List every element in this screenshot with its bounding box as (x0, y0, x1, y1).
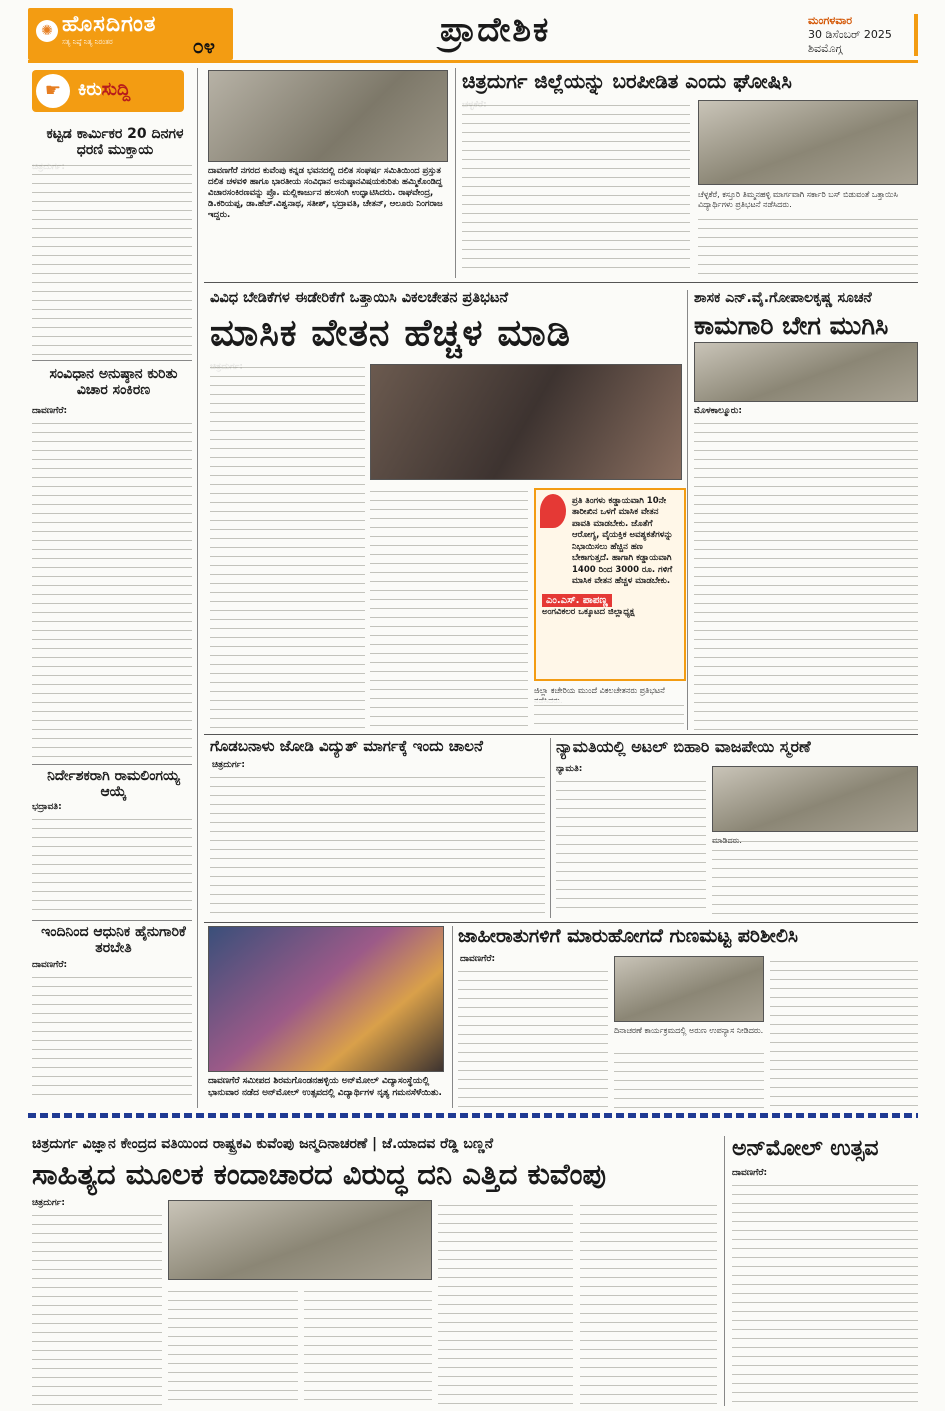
protest-photo (370, 364, 682, 480)
divider (32, 764, 192, 765)
quote-mark-icon (540, 494, 566, 528)
chitradurga-headline: ಚಿತ್ರದುರ್ಗ ಜಿಲ್ಲೆಯನ್ನು ಬರಪೀಡಿತ ಎಂದು ಘೋಷಿಸಿ (462, 69, 792, 93)
kiru-suddi-banner (32, 70, 184, 112)
brand-name: ಹೊಸದಿಗಂತ (62, 12, 157, 37)
column-rule (455, 68, 456, 278)
nyamati-photo (712, 766, 918, 832)
nyamati-body-2 (712, 836, 918, 916)
column-rule (550, 738, 551, 918)
column-rule (724, 1136, 725, 1406)
left-byline-2: ದಾವಣಗೆರೆ: (32, 406, 68, 416)
kuvempu-body-5 (580, 1200, 717, 1406)
main-body-col1 (210, 362, 365, 732)
seminar-caption: ದಾವಣಗೆರೆ ನಗರದ ಕುವೆಂಪು ಕನ್ನಡ ಭವನದಲ್ಲಿ ದಲಿತ ಸಂಘರ್ಷ ಸಮಿತಿಯಿಂದ ಪ್ರಸ್ತುತ ದಲಿತ ಚಳವಳಿ ಹಾಗೂ ಭಾರತೀಯ ಸಂವಿಧಾನ ಅನುಷ್ಠಾನವಿಷಯಕುರಿತು ಹಮ್ಮಿಕೊಂಡಿದ್ದ ವಿಚಾರಸಂಕಿರಣವನ್ನು ಪ್ರೊ. ಮಲ್ಲಿಕಾರ್ಜುನ ಹಲಸಂಗಿ ಉದ್ಘಾಟಿಸಿದರು. ರಾಘವೇಂದ್ರ, ಡಿ.ಕರಿಯಪ್ಪ, ಡಾ.ಹೆಚ್.ವಿಶ್ವನಾಥ, ಸತೀಶ್, ಭದ್ರಾವತಿ, ಚೇತನ್, ಆಲೂರು ನಿಂಗರಾಜ ಇದ್ದರು. (208, 166, 443, 221)
mla-headline: ಕಾಮಗಾರಿ ಬೇಗ ಮುಗಿಸಿ (694, 311, 889, 340)
main-body-col3 (534, 700, 684, 732)
kiru-label-b: ಸುದ್ದಿ (101, 79, 131, 100)
ads-body-2 (614, 1048, 764, 1108)
left-headline-4: ಇಂದಿನಿಂದ ಆಧುನಿಕ ಹೈನುಗಾರಿಕೆ ತರಬೇತಿ (41, 924, 186, 957)
students-photo (698, 100, 918, 185)
kuvempu-headline: ಸಾಹಿತ್ಯದ ಮೂಲಕ ಕಂದಾಚಾರದ ವಿರುದ್ಧ ದನಿ ಎತ್ತಿದ ಕುವೆಂಪು (32, 1157, 607, 1191)
quote-role: ಅಂಗವಿಕಲರ ಒಕ್ಕೂಟದ ಜಿಲ್ಲಾಧ್ಯಕ್ಷ (542, 606, 635, 617)
main-body-col2 (370, 486, 528, 731)
students-caption: ಚೆಳ್ಳಕೆರೆ, ಕಸ್ತೂರಿ ತಿಮ್ಮನಹಳ್ಳಿ ಮಾರ್ಗವಾಗಿ ಸರ್ಕಾರಿ ಬಸ್ ಬಿಡುವಂತೆ ಒತ್ತಾಯಿಸಿ ವಿದ್ಯಾರ್ಥಿಗಳು ಪ್ರತಿಭಟನೆ ನಡೆಸಿದರು. (698, 190, 898, 210)
anmol-byline: ದಾವಣಗೆರೆ: (732, 1168, 768, 1178)
divider (204, 734, 918, 735)
city: ಶಿವಮೊಗ್ಗ (808, 42, 843, 55)
ads-caption: ದಿನಾಚರಣೆ ಕಾರ್ಯಕ್ರಮದಲ್ಲಿ ಅರುಣ ಉಪನ್ಯಾಸ ನೀಡಿದರು. (614, 1026, 764, 1035)
dance-photo (208, 926, 444, 1072)
masthead-rule (28, 60, 918, 63)
quote-box (534, 488, 686, 681)
left-body-4 (32, 972, 192, 1102)
main-headline: ಮಾಸಿಕ ವೇತನ ಹೆಚ್ಚಳ ಮಾಡಿ (210, 311, 571, 354)
kuvempu-kicker: ಚಿತ್ರದುರ್ಗ ವಿಜ್ಞಾನ ಕೇಂದ್ರದ ವತಿಯಿಂದ ರಾಷ್ಟ್ರಕವಿ ಕುವೆಂಪು ಜನ್ಮದಿನಾಚರಣೆ | ಜೆ.ಯಾದವ ರೆಡ್ಡಿ ಬಣ್ಣನೆ (32, 1136, 494, 1152)
chitradurga-body (462, 100, 690, 275)
anmol-body (732, 1180, 918, 1406)
ads-body-3 (770, 956, 918, 1108)
dance-caption: ದಾವಣಗೆರೆ ಸಮೀಪದ ಶಿರಮಗೊಂಡನಹಳ್ಳಿಯ ಅನ್‌ಮೋಲ್ ವಿದ್ಯಾಸಂಸ್ಥೆಯಲ್ಲಿ ಭಾನುವಾರ ನಡೆದ ಅನ್‌ಮೋಲ್ ಉತ್ಸವದಲ್ಲಿ ವಿದ್ಯಾರ್ಥಿಗಳ ನೃತ್ಯ ಗಮನಸೆಳೆಯಿತು. (208, 1076, 442, 1098)
ads-byline: ದಾವಣಗೆರೆ: (460, 954, 496, 964)
kuvempu-body-4 (438, 1200, 573, 1406)
ads-photo (614, 956, 764, 1022)
date-box (808, 14, 918, 56)
column-rule (197, 68, 198, 1108)
ads-body-1 (458, 966, 608, 1108)
left-headline-3: ನಿರ್ದೇಶಕರಾಗಿ ರಾಮಲಿಂಗಯ್ಯ ಆಯ್ಕೆ (47, 768, 180, 801)
left-body-1 (32, 160, 192, 355)
nyamati-headline: ನ್ಯಾಮತಿಯಲ್ಲಿ ಅಟಲ್ ಬಿಹಾರಿ ವಾಜಪೇಯಿ ಸ್ಮರಣೆ (556, 737, 811, 756)
column-rule (687, 290, 688, 730)
weekday: ಮಂಗಳವಾರ (808, 14, 853, 27)
section-title: ಪ್ರಾದೇಶಿಕ (440, 10, 551, 50)
mla-byline: ಮೊಳಕಾಲ್ಮೂರು: (694, 406, 743, 416)
section-separator (28, 1113, 918, 1118)
mla-kicker: ಶಾಸಕ ಎನ್.ವೈ.ಗೋಪಾಲಕೃಷ್ಣ ಸೂಚನೆ (694, 290, 872, 306)
brand-logo-icon: ✺ (36, 20, 58, 42)
left-byline-4: ದಾವಣಗೆರೆ: (32, 960, 68, 970)
students-body (698, 214, 918, 274)
page-number: ೦೪ (192, 34, 215, 58)
divider (204, 282, 918, 283)
divider (32, 360, 192, 361)
ads-headline: ಜಾಹೀರಾತುಗಳಿಗೆ ಮಾರುಹೋಗದೆ ಗುಣಮಟ್ಟ ಪರಿಶೀಲಿಸಿ (458, 925, 799, 947)
seminar-photo (208, 70, 448, 162)
masthead-brand (28, 8, 233, 60)
gudbana-body (210, 772, 545, 917)
site-photo (694, 342, 918, 402)
gudbana-headline: ಗೊಡಬನಾಳು ಜೋಡಿ ವಿದ್ಯುತ್ ಮಾರ್ಗಕ್ಕೆ ಇಂದು ಚಾಲನೆ (210, 737, 483, 755)
quote-author: ಎಂ.ಎಸ್. ಪಾಪಣ್ಣ (542, 594, 612, 607)
kuvempu-body-2 (168, 1286, 298, 1406)
left-body-2 (32, 418, 192, 758)
nyamati-body (556, 776, 706, 916)
kiru-label-a: ಕಿರು (78, 79, 102, 100)
nyamati-caption: ಮಾಡಿದರು. (712, 836, 742, 845)
anmol-headline: ಅನ್‌ಮೋಲ್ ಉತ್ಸವ (732, 1136, 879, 1161)
kuvempu-body-3 (304, 1286, 432, 1406)
divider (32, 920, 192, 921)
protest-caption: ಜಿಲ್ಲಾ ಕಚೇರಿಯ ಮುಂದೆ ವಿಕಲಚೇತನರು ಪ್ರತಿಭಟನೆ (534, 686, 665, 695)
gudbana-byline: ಚಿತ್ರದುರ್ಗ: (212, 760, 246, 770)
left-headline-2: ಸಂವಿಧಾನ ಅನುಷ್ಠಾನ ಕುರಿತು ವಿಚಾರ ಸಂಕಿರಣ (49, 366, 178, 399)
column-rule (452, 926, 453, 1108)
main-kicker: ವಿವಿಧ ಬೇಡಿಕೆಗಳ ಈಡೇರಿಕೆಗೆ ಒತ್ತಾಯಿಸಿ ವಿಕಲಚೇತನ ಪ್ರತಿಭಟನೆ (210, 290, 509, 306)
quote-text: ಪ್ರತಿ ತಿಂಗಳು ಕಡ್ಡಾಯವಾಗಿ 10ನೇ ತಾರೀಖಿನ ಒಳಗೆ ಮಾಸಿಕ ವೇತನ ಪಾವತಿ ಮಾಡಬೇಕು. ಜೊತೆಗೆ ಆರೋಗ್ಯ, ವೈಯಕ್ತಿಕ ಅವಶ್ಯಕತೆಗಳನ್ನು ನಿಭಾಯಿಸಲು ಹೆಚ್ಚಿನ ಹಣ ಬೇಕಾಗುತ್ತದೆ. ಹಾಗಾಗಿ ಕಡ್ಡಾಯವಾಗಿ 1400 ರಿಂದ 3000 ರೂ. ಗಳಿಗೆ ಮಾಸಿಕ ವೇತನ ಹೆಚ್ಚಳ ಮಾಡಬೇಕು. (572, 496, 673, 587)
left-byline-3: ಭದ್ರಾವತಿ: (32, 802, 62, 812)
kuvempu-byline: ಚಿತ್ರದುರ್ಗ: (32, 1198, 66, 1208)
kuvempu-photo (168, 1200, 432, 1280)
kuvempu-body-1 (32, 1210, 162, 1405)
date: 30 ಡಿಸೆಂಬರ್ 2025 (808, 28, 892, 41)
brand-tagline: ಸತ್ಯ ನಿಷ್ಠೆ ನಿತ್ಯ ನಿರಂತರ (62, 38, 113, 46)
mla-body (694, 418, 918, 730)
hand-pointer-icon: ☛ (36, 74, 70, 108)
left-headline-1: ಕಟ್ಟಡ ಕಾರ್ಮಿಕರ 20 ದಿನಗಳ ಧರಣಿ ಮುಕ್ತಾಯ (46, 126, 184, 159)
left-body-3 (32, 814, 192, 914)
nyamati-byline: ನ್ಯಾಮತಿ: (556, 764, 583, 774)
divider (204, 922, 918, 923)
